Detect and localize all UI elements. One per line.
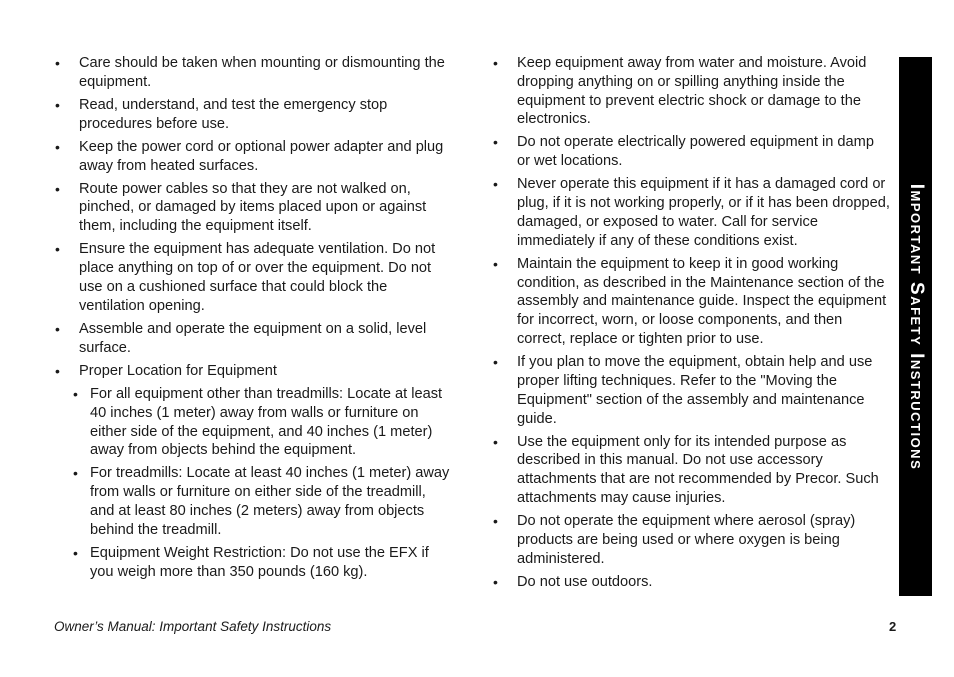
list-item: • Keep equipment away from water and moisture. Avoid dropping anything on or spilling anything inside the equipment to prevent electric shock or damage to the electronics. xyxy=(492,54,890,129)
safety-list-left xyxy=(54,54,452,581)
list-item: • Keep the power cord or optional power adapter and plug away from heated surfaces. xyxy=(54,138,452,176)
list-item: • Ensure the equipment has adequate ventilation. Do not place anything on top of or over the equipment. Do not use on a cushioned surface that could block the ventilation opening. xyxy=(54,240,452,315)
right-column xyxy=(492,54,890,596)
left-column xyxy=(54,54,452,586)
location-sublist xyxy=(72,385,452,582)
location-heading: Proper Location for Equipment xyxy=(79,362,277,379)
page-number: 2 xyxy=(889,619,897,634)
list-item: • If you plan to move the equipment, obtain help and use proper lifting techniques. Refer to the "Moving the Equipment" section of the assembly and maintenance guide. xyxy=(492,353,890,428)
list-item: • Never operate this equipment if it has a damaged cord or plug, if it is not working properly, or if it has been dropped, damaged, or exposed to water. Call for service immediately if any of these conditions exist. xyxy=(492,175,890,250)
list-item: • Assemble and operate the equipment on a solid, level surface. xyxy=(54,320,452,358)
footer-title: Owner’s Manual: Important Safety Instructions xyxy=(54,619,332,634)
list-item: • Do not operate electrically powered equipment in damp or wet locations. xyxy=(492,133,890,171)
list-item: • Use the equipment only for its intended purpose as described in this manual. Do not use accessory attachments that are not recommended by Precor. Such attachments may cause injuries. xyxy=(492,433,890,508)
list-item: • Care should be taken when mounting or dismounting the equipment. xyxy=(54,54,452,92)
list-item: • Do not use outdoors. xyxy=(492,573,890,592)
list-item: • Do not operate the equipment where aerosol (spray) products are being used or where oxygen is being administered. xyxy=(492,512,890,568)
safety-list-right xyxy=(492,54,890,592)
sub-list-item: • For all equipment other than treadmills: Locate at least 40 inches (1 meter) away from walls or furniture on either side of the equipment, and 40 inches (1 meter) away from objects behind the equipment. xyxy=(72,385,452,460)
list-item: • Maintain the equipment to keep it in good working condition, as described in the Maintenance section of the assembly and maintenance guide. Inspect the equipment for incorrect, worn, or loose components, and then correct, replace or tighten prior to use. xyxy=(492,255,890,349)
sub-list-item: • Equipment Weight Restriction: Do not use the EFX if you weigh more than 350 pounds (160 kg). xyxy=(72,544,452,582)
section-side-tab xyxy=(899,57,932,596)
sub-list-item: • For treadmills: Locate at least 40 inches (1 meter) away from walls or furniture on either side of the treadmill, and at least 80 inches (2 meters) away from objects behind the treadmill. xyxy=(72,464,452,539)
section-tab-label: Important Safety Instructions xyxy=(905,183,927,470)
list-item-location xyxy=(54,362,452,582)
list-item: • Read, understand, and test the emergency stop procedures before use. xyxy=(54,96,452,134)
list-item: • Route power cables so that they are not walked on, pinched, or damaged by items placed upon or against them, including the equipment itself. xyxy=(54,180,452,236)
